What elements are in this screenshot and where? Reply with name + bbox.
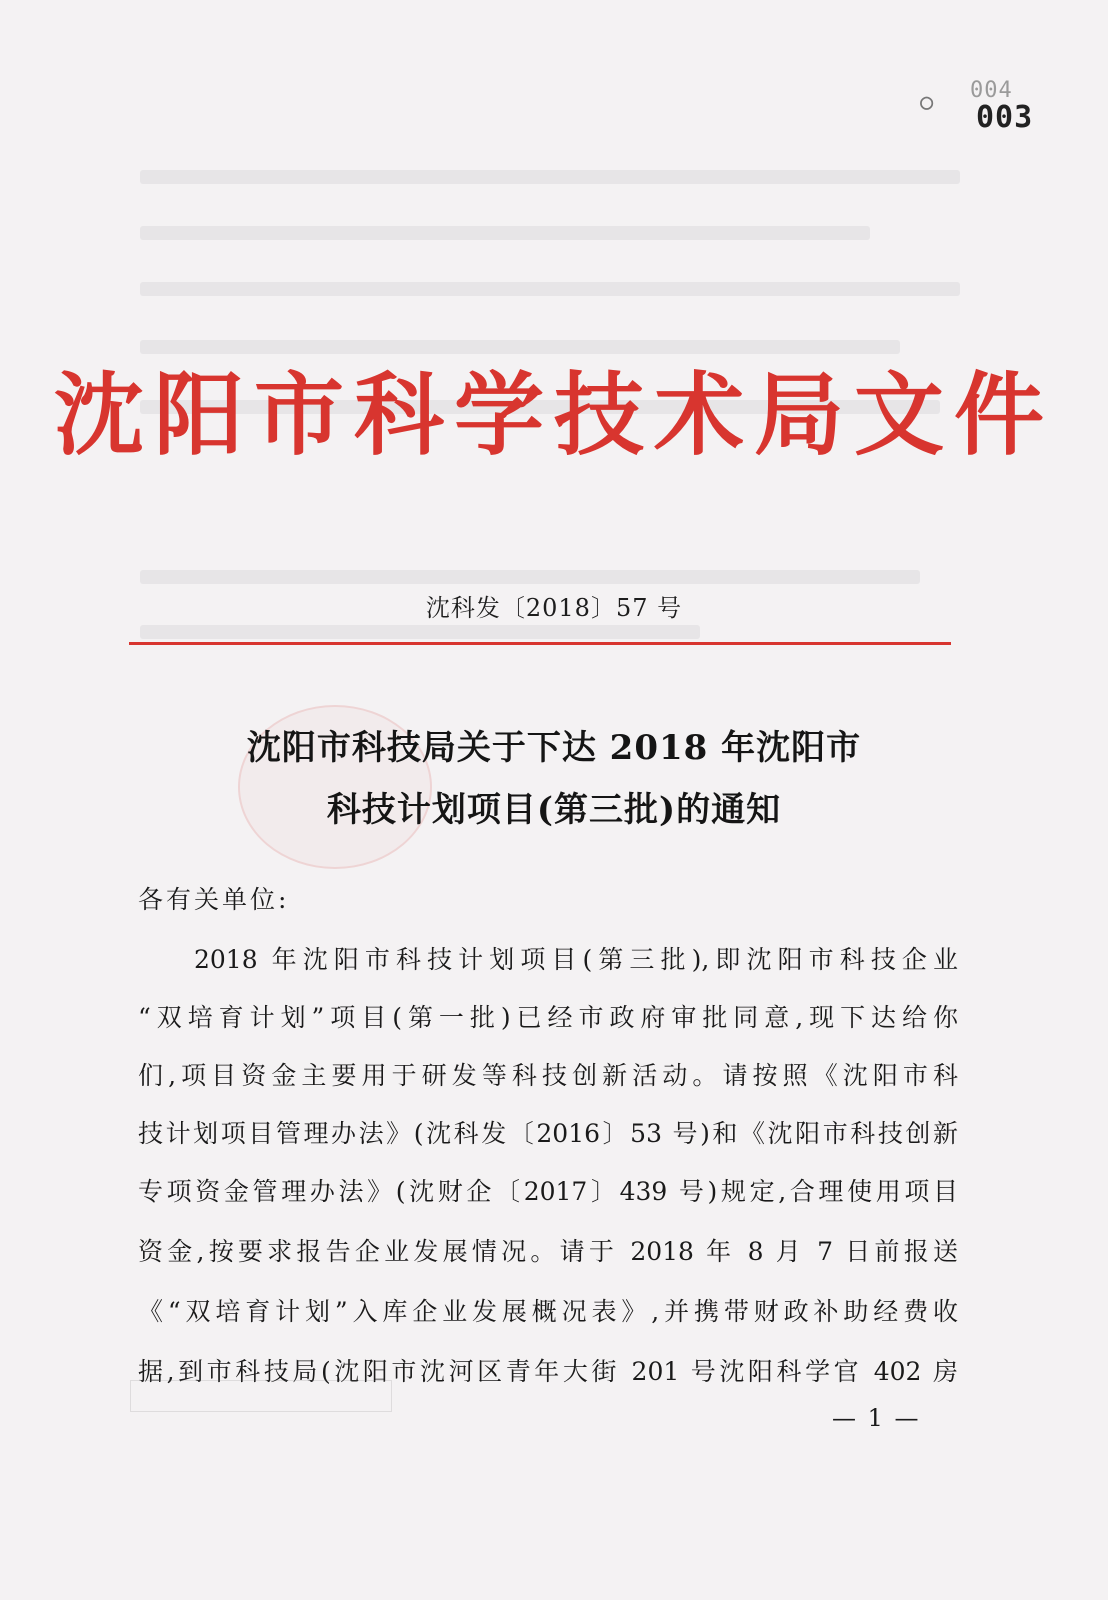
body-line: 《“双培育计划”入库企业发展概况表》,并携带财政补助经费收 — [138, 1297, 958, 1326]
bleed-through-line — [140, 570, 920, 584]
faint-archive-number: 004 — [970, 78, 1013, 103]
bleed-through-line — [140, 625, 700, 639]
archive-page-tag — [920, 78, 1034, 135]
bleed-through-line — [140, 340, 900, 354]
archive-number: 003 — [976, 100, 1034, 135]
body-line: 技计划项目管理办法》(沈科发〔2016〕53 号)和《沈阳市科技创新 — [138, 1119, 958, 1148]
page-number: — 1 — — [832, 1404, 921, 1432]
notice-title-line-1: 沈阳市科技局关于下达 2018 年沈阳市 — [246, 728, 862, 768]
bleed-through-box — [130, 1380, 392, 1412]
issuer-heading: 沈阳市科学技术局文件 — [54, 362, 1054, 468]
body-line: “双培育计划”项目(第一批)已经市政府审批同意,现下达给你 — [138, 1003, 958, 1032]
body-line: 专项资金管理办法》(沈财企〔2017〕439 号)规定,合理使用项目 — [138, 1177, 958, 1206]
body-line: 资金,按要求报告企业发展情况。请于 2018 年 8 月 7 日前报送 — [138, 1237, 958, 1266]
document-number: 沈科发〔2018〕57 号 — [425, 594, 683, 622]
notice-title-line-2: 科技计划项目(第三批)的通知 — [326, 790, 782, 830]
bleed-through-line — [140, 170, 960, 184]
body-line: 们,项目资金主要用于研发等科技创新活动。请按照《沈阳市科 — [138, 1061, 958, 1090]
faint-mark: ○ — [920, 90, 935, 115]
bleed-through-line — [140, 282, 960, 296]
red-divider — [129, 642, 951, 645]
body-line: 据,到市科技局(沈阳市沈河区青年大街 201 号沈阳科学官 402 房 — [138, 1357, 958, 1386]
salutation: 各有关单位: — [138, 885, 290, 914]
bleed-through-line — [140, 226, 870, 240]
body-line: 2018 年沈阳市科技计划项目(第三批),即沈阳市科技企业 — [194, 945, 958, 974]
